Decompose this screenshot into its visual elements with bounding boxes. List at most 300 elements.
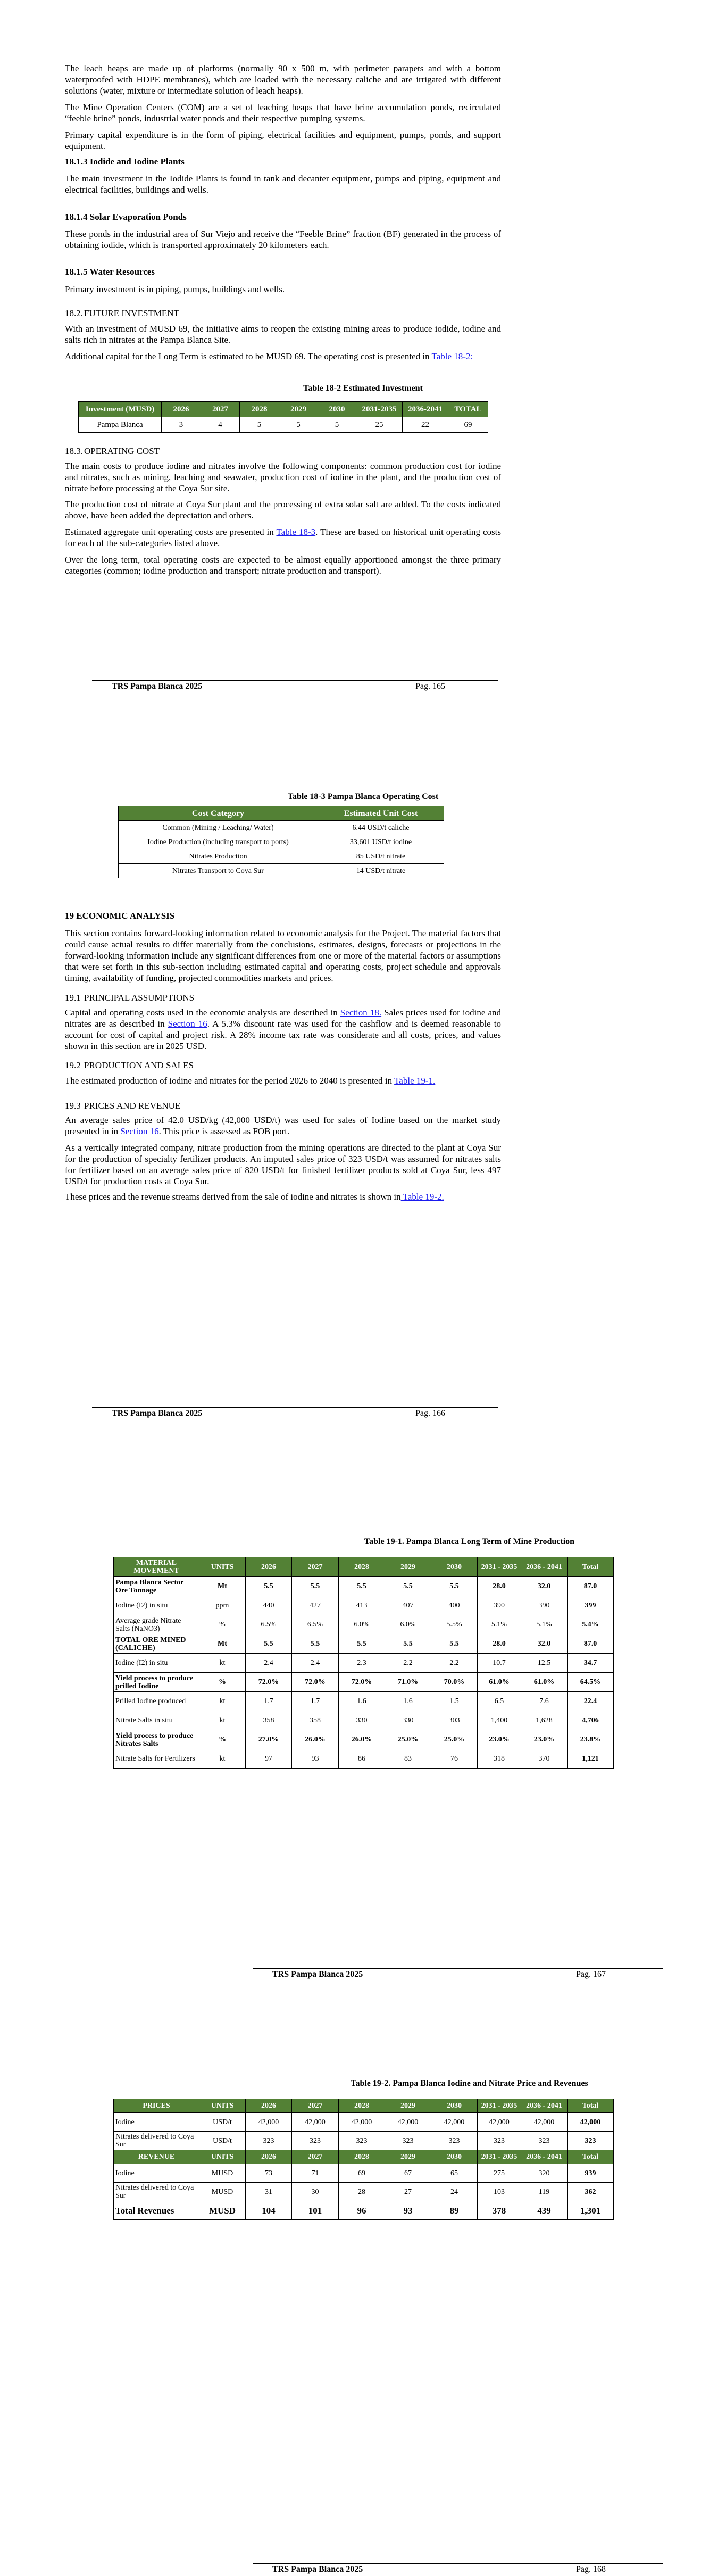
column-header: 2026 bbox=[246, 2099, 292, 2113]
paragraph-investment: With an investment of MUSD 69, the initiative aims to reopen the existing mining areas to produce iodide, iodine and salts rich in nitrates at the Pampa Blanca Site. bbox=[65, 324, 501, 345]
table-row bbox=[114, 1615, 614, 1634]
table-cell: 3 bbox=[162, 417, 201, 433]
table-cell: 30 bbox=[292, 2183, 339, 2201]
table-cell: 323 bbox=[478, 2132, 521, 2150]
table-cell: 5.5 bbox=[385, 1577, 431, 1596]
section-number: 18.3. bbox=[65, 446, 83, 456]
table-cell: 407 bbox=[385, 1596, 431, 1615]
page-number: Pag. 168 bbox=[576, 2565, 606, 2574]
table-cell: 5.5 bbox=[339, 1577, 385, 1596]
table-cell: 1,628 bbox=[521, 1711, 568, 1730]
row-label: Yield process to produce prilled Iodine bbox=[114, 1673, 199, 1692]
section-title: PRINCIPAL ASSUMPTIONS bbox=[84, 993, 195, 1003]
table-cell: 1.6 bbox=[339, 1692, 385, 1711]
heading-18-3 bbox=[65, 445, 501, 457]
table-row bbox=[114, 1577, 614, 1596]
table-cell: 25.0% bbox=[385, 1730, 431, 1749]
column-header: 2026 bbox=[246, 2150, 292, 2164]
table-row bbox=[114, 1673, 614, 1692]
table-cell: 23.0% bbox=[478, 1730, 521, 1749]
paragraph-main-costs: The main costs to produce iodine and nitrates involve the following components: common production cost for iodine and nitrates, such as mining, leaching and seawater, production cost of iodine in the plant, and the production cost of nitrate before processing at the Coya Sur site. bbox=[65, 461, 501, 493]
table-row bbox=[79, 417, 488, 433]
table-cell: 65 bbox=[431, 2164, 478, 2183]
column-header: 2031-2035 bbox=[356, 402, 403, 417]
table-cell: 318 bbox=[478, 1749, 521, 1769]
heading-18-2 bbox=[65, 308, 501, 319]
table-cell: 6.5% bbox=[292, 1615, 339, 1634]
paragraph-coya-sur-costs: The production cost of nitrate at Coya Sur plant and the processing of extra solar salt are added. To the costs indicated above, have been added the depreciation and others. bbox=[65, 499, 501, 521]
footer-title: TRS Pampa Blanca 2025 bbox=[112, 682, 203, 691]
table-cell: 1.7 bbox=[292, 1692, 339, 1711]
table-cell: 27.0% bbox=[246, 1730, 292, 1749]
heading-19-2 bbox=[65, 1060, 501, 1071]
paragraph-iodide-plants: The main investment in the Iodide Plants is found in tank and decanter equipment, pumps and piping, equipment and electrical facilities, buildings and wells. bbox=[65, 174, 501, 195]
paragraph-mine-operation-centers: The Mine Operation Centers (COM) are a set of leaching heaps that have brine accumulation ponds, recirculated “feeble brine” ponds, industrial water ponds and their respective pumping systems. bbox=[65, 102, 501, 123]
section-title: PRICES AND REVENUE bbox=[84, 1101, 181, 1111]
table-cell: 6.44 USD/t caliche bbox=[318, 821, 444, 835]
table-cell: 104 bbox=[246, 2201, 292, 2220]
column-header: 2029 bbox=[279, 402, 318, 417]
table-cell: 6.5 bbox=[478, 1692, 521, 1711]
table-cell: 2.4 bbox=[246, 1654, 292, 1673]
row-label: Total Revenues bbox=[114, 2201, 199, 2220]
table-cell: 27 bbox=[385, 2183, 431, 2201]
table-cell: 28 bbox=[339, 2183, 385, 2201]
column-header: 2036 - 2041 bbox=[521, 2150, 568, 2164]
table-cell: MUSD bbox=[199, 2201, 246, 2220]
table-19-1-title: Table 19-1. Pampa Blanca Long Term of Mine Production bbox=[364, 1537, 575, 1546]
column-header: 2026 bbox=[162, 402, 201, 417]
table-cell: MUSD bbox=[199, 2164, 246, 2183]
footer-divider bbox=[92, 680, 498, 681]
table-cell: 939 bbox=[568, 2164, 614, 2183]
page-number: Pag. 166 bbox=[415, 1409, 445, 1418]
table-cell: 378 bbox=[478, 2201, 521, 2220]
table-cell: 5 bbox=[318, 417, 356, 433]
table-cell: 26.0% bbox=[292, 1730, 339, 1749]
paragraph-principal-assumptions bbox=[65, 1007, 501, 1052]
table-cell: % bbox=[199, 1673, 246, 1692]
table-cell: 87.0 bbox=[568, 1634, 614, 1654]
paragraph-leach-heaps: The leach heaps are made up of platforms (normally 90 x 500 m, with perimeter parapets and with a bottom waterproofed with HDPE membranes), which are loaded with the necessary caliche and are irrigated with different solutions (water, mixture or intermediate solution of leach heaps). bbox=[65, 63, 501, 96]
table-cell: 275 bbox=[478, 2164, 521, 2183]
table-cell: 5.5 bbox=[246, 1577, 292, 1596]
table-cell: 323 bbox=[385, 2132, 431, 2150]
table-cell: 4,706 bbox=[568, 1711, 614, 1730]
table-cell: 42,000 bbox=[385, 2113, 431, 2132]
column-header: Investment (MUSD) bbox=[79, 402, 162, 417]
paragraph-capital-expenditure: Primary capital expenditure is in the form of piping, electrical facilities and equipment, pumps, ponds, and support equipment. bbox=[65, 130, 501, 151]
table-cell: kt bbox=[199, 1711, 246, 1730]
link-section-18[interactable]: Section 18. bbox=[340, 1008, 382, 1018]
paragraph-revenue-streams bbox=[65, 1191, 501, 1202]
table-cell: 6.5% bbox=[246, 1615, 292, 1634]
table-cell: 323 bbox=[568, 2132, 614, 2150]
table-row bbox=[119, 835, 444, 849]
table-cell: 370 bbox=[521, 1749, 568, 1769]
table-cell: 76 bbox=[431, 1749, 478, 1769]
section-number: 18.2. bbox=[65, 308, 83, 318]
table-cell: 2.3 bbox=[339, 1654, 385, 1673]
footer-divider bbox=[253, 2563, 663, 2564]
link-section-16[interactable]: Section 16 bbox=[120, 1126, 159, 1136]
row-label: Pampa Blanca bbox=[79, 417, 162, 433]
table-18-3-title: Table 18-3 Pampa Blanca Operating Cost bbox=[287, 792, 439, 801]
table-cell: 33,601 USD/t iodine bbox=[318, 835, 444, 849]
column-header: UNITS bbox=[199, 2099, 246, 2113]
text: Additional capital for the Long Term is estimated to be MUSD 69. The operating cost is presented in bbox=[65, 351, 432, 361]
table-cell: 69 bbox=[339, 2164, 385, 2183]
table-cell: 1,400 bbox=[478, 1711, 521, 1730]
table-cell: 400 bbox=[431, 1596, 478, 1615]
footer-title: TRS Pampa Blanca 2025 bbox=[272, 1970, 363, 1979]
table-cell: 61.0% bbox=[521, 1673, 568, 1692]
table-cell: 14 USD/t nitrate bbox=[318, 864, 444, 878]
table-row bbox=[114, 1730, 614, 1749]
table-cell: 97 bbox=[246, 1749, 292, 1769]
table-cell: 323 bbox=[521, 2132, 568, 2150]
paragraph-nitrate-price: As a vertically integrated company, nitrate production from the mining operations are directed to the plant at Coya Sur for the production of specialty fertilizer products. An imputed sales price of 323 USD/t was assumed for nitrates salts for fertilizer based on an average sales price of 820 USD/t for finished fertilizer products sold at Coya Sur, less 497 USD/t for production costs at Coya Sur. bbox=[65, 1143, 501, 1186]
table-cell: 323 bbox=[431, 2132, 478, 2150]
column-header: Total bbox=[568, 2099, 614, 2113]
table-cell: 5.5 bbox=[292, 1577, 339, 1596]
paragraph-additional-capital bbox=[65, 351, 501, 362]
table-header-row bbox=[114, 2099, 614, 2113]
table-cell: 70.0% bbox=[431, 1673, 478, 1692]
section-title: OPERATING COST bbox=[84, 446, 160, 456]
column-header: 2027 bbox=[292, 2150, 339, 2164]
column-header: 2030 bbox=[318, 402, 356, 417]
text: Capital and operating costs used in the economic analysis are described in bbox=[65, 1008, 340, 1018]
row-label: Nitrates Production bbox=[119, 849, 318, 864]
table-cell: 1,121 bbox=[568, 1749, 614, 1769]
text: An average sales price of 42.0 USD/kg (42,000 USD/t) was used for sales of Iodine based on the market study presented in in bbox=[65, 1115, 501, 1136]
table-cell: 2.4 bbox=[292, 1654, 339, 1673]
table-cell: kt bbox=[199, 1749, 246, 1769]
row-label: Nitrate Salts for Fertilizers bbox=[114, 1749, 199, 1769]
table-cell: 42,000 bbox=[339, 2113, 385, 2132]
table-cell: 5.1% bbox=[478, 1615, 521, 1634]
link-table-19-2[interactable]: Table 19-2. bbox=[400, 1192, 444, 1202]
table-cell: 85 USD/t nitrate bbox=[318, 849, 444, 864]
column-header: 2029 bbox=[385, 1557, 431, 1577]
row-label: Prilled Iodine produced bbox=[114, 1692, 199, 1711]
paragraph-long-term-costs: Over the long term, total operating costs are expected to be almost equally apportioned amongst the three primary categories (common; iodine production and transport; nitrate production and transport). bbox=[65, 555, 501, 576]
table-cell: 22 bbox=[403, 417, 448, 433]
table-cell: 358 bbox=[292, 1711, 339, 1730]
text: Estimated aggregate unit operating costs are presented in bbox=[65, 527, 277, 537]
table-cell: 358 bbox=[246, 1711, 292, 1730]
table-row bbox=[119, 849, 444, 864]
table-cell: 5.5% bbox=[431, 1615, 478, 1634]
table-row bbox=[114, 2132, 614, 2150]
paragraph-unit-costs bbox=[65, 526, 501, 549]
table-cell: Mt bbox=[199, 1577, 246, 1596]
column-header: UNITS bbox=[199, 1557, 246, 1577]
table-cell: 71.0% bbox=[385, 1673, 431, 1692]
section-number: 19.1 bbox=[65, 993, 81, 1003]
table-header-row bbox=[79, 402, 488, 417]
price-revenue-table bbox=[113, 2099, 614, 2220]
table-cell: 2.2 bbox=[431, 1654, 478, 1673]
column-header: UNITS bbox=[199, 2150, 246, 2164]
text: . These are based on historical unit operating costs for each of the sub-categories listed above. bbox=[65, 527, 501, 548]
table-cell: USD/t bbox=[199, 2113, 246, 2132]
column-header: 2036 - 2041 bbox=[521, 2099, 568, 2113]
table-cell: 72.0% bbox=[246, 1673, 292, 1692]
row-label: TOTAL ORE MINED (CALICHE) bbox=[114, 1634, 199, 1654]
row-label: Common (Mining / Leaching/ Water) bbox=[119, 821, 318, 835]
table-cell: 28.0 bbox=[478, 1634, 521, 1654]
table-row bbox=[114, 1749, 614, 1769]
table-header-row bbox=[114, 1557, 614, 1577]
row-label: Nitrate Salts in situ bbox=[114, 1711, 199, 1730]
table-cell: MUSD bbox=[199, 2183, 246, 2201]
column-header: 2036 - 2041 bbox=[521, 1557, 568, 1577]
heading-19-economic-analysis: 19 ECONOMIC ANALYSIS bbox=[65, 911, 175, 921]
link-table-18-2[interactable]: Table 18-2: bbox=[431, 351, 473, 361]
table-cell: 96 bbox=[339, 2201, 385, 2220]
heading-18-1-5: 18.1.5 Water Resources bbox=[65, 267, 155, 277]
page-number: Pag. 165 bbox=[415, 682, 445, 691]
estimated-investment-table bbox=[78, 401, 488, 433]
table-cell: 42,000 bbox=[246, 2113, 292, 2132]
column-header: 2027 bbox=[292, 2099, 339, 2113]
table-cell: 32.0 bbox=[521, 1634, 568, 1654]
table-cell: 42,000 bbox=[431, 2113, 478, 2132]
column-header: Total bbox=[568, 2150, 614, 2164]
long-term-production-table bbox=[113, 1557, 614, 1769]
row-label: Iodine (I2) in situ bbox=[114, 1654, 199, 1673]
row-label: Nitrates Transport to Coya Sur bbox=[119, 864, 318, 878]
table-cell: 413 bbox=[339, 1596, 385, 1615]
table-18-2-title: Table 18-2 Estimated Investment bbox=[303, 384, 423, 393]
table-row bbox=[114, 2201, 614, 2220]
table-row bbox=[114, 1654, 614, 1673]
row-label: Average grade Nitrate Salts (NaNO3) bbox=[114, 1615, 199, 1634]
table-cell: 28.0 bbox=[478, 1577, 521, 1596]
paragraph-iodine-price bbox=[65, 1114, 501, 1137]
column-header: TOTAL bbox=[448, 402, 488, 417]
table-row bbox=[114, 1634, 614, 1654]
paragraph-water-resources: Primary investment is in piping, pumps, buildings and wells. bbox=[65, 284, 285, 294]
table-cell: kt bbox=[199, 1654, 246, 1673]
table-cell: 390 bbox=[478, 1596, 521, 1615]
table-cell: 31 bbox=[246, 2183, 292, 2201]
paragraph-solar-ponds: These ponds in the industrial area of Sur Viejo and receive the “Feeble Brine” fraction (BF) generated in the process of obtaining iodide, which is transported approximately 20 kilometers each. bbox=[65, 229, 501, 250]
footer-divider bbox=[92, 1407, 498, 1408]
section-number: 19.3 bbox=[65, 1101, 81, 1111]
column-header: 2030 bbox=[431, 2099, 478, 2113]
operating-cost-table bbox=[118, 806, 444, 878]
footer-title: TRS Pampa Blanca 2025 bbox=[272, 2565, 363, 2574]
table-cell: 10.7 bbox=[478, 1654, 521, 1673]
column-header: 2030 bbox=[431, 1557, 478, 1577]
heading-19-3 bbox=[65, 1100, 501, 1111]
column-header: Total bbox=[568, 1557, 614, 1577]
table-cell: 87.0 bbox=[568, 1577, 614, 1596]
table-cell: 330 bbox=[385, 1711, 431, 1730]
column-header: PRICES bbox=[114, 2099, 199, 2113]
table-cell: 5 bbox=[279, 417, 318, 433]
footer-title: TRS Pampa Blanca 2025 bbox=[112, 1409, 203, 1418]
table-cell: 69 bbox=[448, 417, 488, 433]
heading-18-1-3: 18.1.3 Iodide and Iodine Plants bbox=[65, 156, 185, 167]
table-cell: 101 bbox=[292, 2201, 339, 2220]
column-header: REVENUE bbox=[114, 2150, 199, 2164]
table-cell: 26.0% bbox=[339, 1730, 385, 1749]
table-cell: 6.0% bbox=[339, 1615, 385, 1634]
table-cell: 5.1% bbox=[521, 1615, 568, 1634]
link-table-18-3[interactable]: Table 18-3 bbox=[276, 527, 316, 537]
table-cell: 61.0% bbox=[478, 1673, 521, 1692]
section-title: PRODUCTION AND SALES bbox=[84, 1060, 194, 1070]
table-cell: 72.0% bbox=[339, 1673, 385, 1692]
table-cell: USD/t bbox=[199, 2132, 246, 2150]
column-header: 2027 bbox=[292, 1557, 339, 1577]
column-header: 2026 bbox=[246, 1557, 292, 1577]
table-cell: 24 bbox=[431, 2183, 478, 2201]
page-number: Pag. 167 bbox=[576, 1970, 606, 1979]
table-cell: 42,000 bbox=[292, 2113, 339, 2132]
section-number: 19.2 bbox=[65, 1060, 81, 1070]
table-cell: 362 bbox=[568, 2183, 614, 2201]
table-cell: 86 bbox=[339, 1749, 385, 1769]
table-cell: 93 bbox=[292, 1749, 339, 1769]
column-header: 2029 bbox=[385, 2150, 431, 2164]
table-cell: 23.0% bbox=[521, 1730, 568, 1749]
table-cell: 42,000 bbox=[478, 2113, 521, 2132]
row-label: Nitrates delivered to Coya Sur bbox=[114, 2183, 199, 2201]
column-header: 2028 bbox=[339, 2099, 385, 2113]
link-table-19-1[interactable]: Table 19-1. bbox=[394, 1076, 436, 1086]
column-header: 2031 - 2035 bbox=[478, 2150, 521, 2164]
table-header-row bbox=[114, 2150, 614, 2164]
table-cell: 25.0% bbox=[431, 1730, 478, 1749]
table-header-row bbox=[119, 806, 444, 821]
row-label: Iodine bbox=[114, 2113, 199, 2132]
table-cell: 93 bbox=[385, 2201, 431, 2220]
paragraph-forward-looking: This section contains forward-looking information related to economic analysis for the Project. The material factors that could cause actual results to differ materially from the conclusions, estimates, designs, forecasts or projections in the forward-looking information include any significant differences from one or more of the material factors or assumptions that were set forth in this sub-section including estimated capital and operating costs, project schedule and approvals timing, availability of funding, projected commodities markets and prices. bbox=[65, 928, 501, 983]
table-row bbox=[114, 2183, 614, 2201]
table-cell: 34.7 bbox=[568, 1654, 614, 1673]
text: The estimated production of iodine and nitrates for the period 2026 to 2040 is presented in bbox=[65, 1076, 395, 1086]
table-cell: 390 bbox=[521, 1596, 568, 1615]
table-cell: 399 bbox=[568, 1596, 614, 1615]
column-header: 2029 bbox=[385, 2099, 431, 2113]
table-row bbox=[114, 1692, 614, 1711]
table-cell: 1,301 bbox=[568, 2201, 614, 2220]
row-label: Nitrates delivered to Coya Sur bbox=[114, 2132, 199, 2150]
text: These prices and the revenue streams derived from the sale of iodine and nitrates is shown in bbox=[65, 1192, 401, 1202]
row-label: Iodine Production (including transport to ports) bbox=[119, 835, 318, 849]
table-cell: 64.5% bbox=[568, 1673, 614, 1692]
table-cell: kt bbox=[199, 1692, 246, 1711]
table-cell: 42,000 bbox=[568, 2113, 614, 2132]
column-header: 2031 - 2035 bbox=[478, 1557, 521, 1577]
table-cell: 4 bbox=[201, 417, 240, 433]
paragraph-production-sales bbox=[65, 1075, 501, 1086]
table-cell: 5.5 bbox=[246, 1634, 292, 1654]
table-cell: % bbox=[199, 1615, 246, 1634]
column-header: 2027 bbox=[201, 402, 240, 417]
table-cell: 73 bbox=[246, 2164, 292, 2183]
text: . A 5.3% discount rate was used for the cashflow and is deemed reasonable to account for cost of capital and project risk. A 28% income tax rate was considerate and all costs, prices, and values shown in this section are in 2025 USD. bbox=[65, 1019, 501, 1051]
table-cell: 22.4 bbox=[568, 1692, 614, 1711]
table-cell: 7.6 bbox=[521, 1692, 568, 1711]
row-label: Iodine (I2) in situ bbox=[114, 1596, 199, 1615]
heading-18-1-4: 18.1.4 Solar Evaporation Ponds bbox=[65, 212, 187, 222]
table-cell: 32.0 bbox=[521, 1577, 568, 1596]
table-cell: 323 bbox=[292, 2132, 339, 2150]
table-19-2-title: Table 19-2. Pampa Blanca Iodine and Nitrate Price and Revenues bbox=[351, 2079, 588, 2088]
table-cell: 1.6 bbox=[385, 1692, 431, 1711]
table-cell: 119 bbox=[521, 2183, 568, 2201]
table-row bbox=[114, 2113, 614, 2132]
column-header: MATERIAL MOVEMENT bbox=[114, 1557, 199, 1577]
text: Sales prices used for iodine and nitrates are as described in bbox=[65, 1008, 501, 1029]
table-cell: 5.5 bbox=[431, 1634, 478, 1654]
column-header: 2036-2041 bbox=[403, 402, 448, 417]
column-header: 2028 bbox=[339, 2150, 385, 2164]
column-header: Estimated Unit Cost bbox=[318, 806, 444, 821]
row-label: Pampa Blanca Sector Ore Tonnage bbox=[114, 1577, 199, 1596]
column-header: Cost Category bbox=[119, 806, 318, 821]
table-row bbox=[119, 821, 444, 835]
table-cell: 439 bbox=[521, 2201, 568, 2220]
table-cell: 440 bbox=[246, 1596, 292, 1615]
table-cell: 323 bbox=[246, 2132, 292, 2150]
column-header: 2028 bbox=[339, 1557, 385, 1577]
table-cell: 12.5 bbox=[521, 1654, 568, 1673]
table-cell: 5 bbox=[240, 417, 279, 433]
text: . This price is assessed as FOB port. bbox=[158, 1126, 290, 1136]
table-cell: 103 bbox=[478, 2183, 521, 2201]
table-cell: 5.5 bbox=[385, 1634, 431, 1654]
table-cell: 6.0% bbox=[385, 1615, 431, 1634]
table-cell: 42,000 bbox=[521, 2113, 568, 2132]
table-cell: % bbox=[199, 1730, 246, 1749]
link-section-16[interactable]: Section 16 bbox=[168, 1019, 207, 1029]
table-cell: 67 bbox=[385, 2164, 431, 2183]
table-cell: 303 bbox=[431, 1711, 478, 1730]
row-label: Iodine bbox=[114, 2164, 199, 2183]
column-header: 2028 bbox=[240, 402, 279, 417]
table-cell: 320 bbox=[521, 2164, 568, 2183]
table-cell: 72.0% bbox=[292, 1673, 339, 1692]
table-row bbox=[114, 1596, 614, 1615]
table-cell: 2.2 bbox=[385, 1654, 431, 1673]
section-title: FUTURE INVESTMENT bbox=[84, 308, 179, 318]
column-header: 2031 - 2035 bbox=[478, 2099, 521, 2113]
table-cell: 5.4% bbox=[568, 1615, 614, 1634]
table-cell: 5.5 bbox=[431, 1577, 478, 1596]
row-label: Yield process to produce Nitrates Salts bbox=[114, 1730, 199, 1749]
table-cell: 25 bbox=[356, 417, 403, 433]
table-cell: 5.5 bbox=[292, 1634, 339, 1654]
table-row bbox=[114, 1711, 614, 1730]
table-cell: 330 bbox=[339, 1711, 385, 1730]
table-cell: 427 bbox=[292, 1596, 339, 1615]
table-cell: 71 bbox=[292, 2164, 339, 2183]
table-cell: 1.5 bbox=[431, 1692, 478, 1711]
table-cell: 23.8% bbox=[568, 1730, 614, 1749]
column-header: 2030 bbox=[431, 2150, 478, 2164]
table-cell: ppm bbox=[199, 1596, 246, 1615]
footer-divider bbox=[253, 1968, 663, 1969]
table-row bbox=[119, 864, 444, 878]
table-cell: 1.7 bbox=[246, 1692, 292, 1711]
